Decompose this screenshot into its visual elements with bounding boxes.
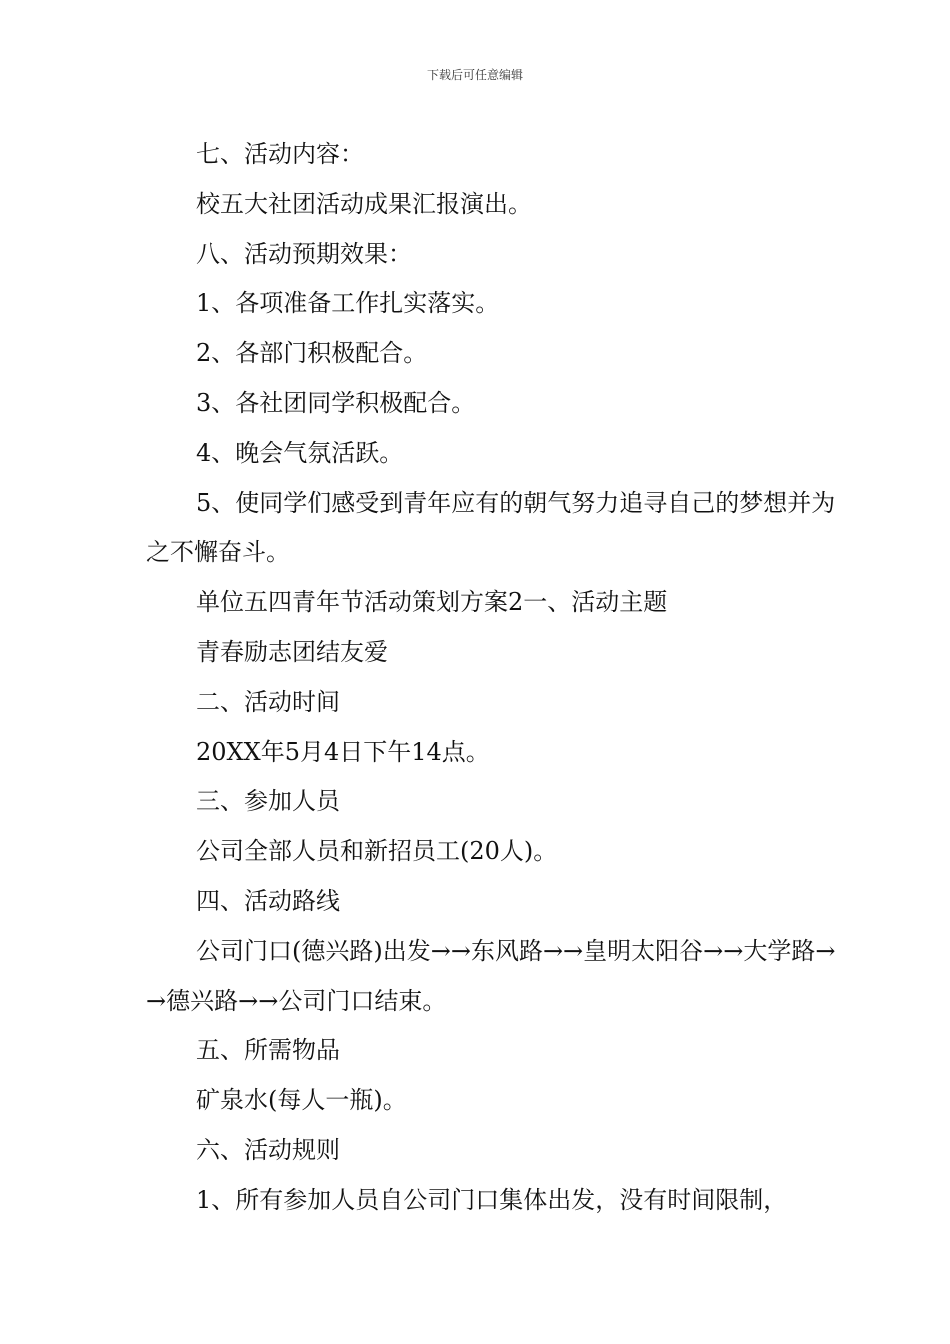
paragraph: 公司全部人员和新招员工(20人)。 [196,837,558,866]
paragraph: 矿泉水(每人一瓶)。 [196,1086,407,1115]
plan-title: 单位五四青年节活动策划方案2一、活动主题 [196,588,668,617]
list-item: 5、使同学们感受到青年应有的朝气努力追寻自己的梦想并为之不懈奋斗。 [146,488,836,567]
section-heading-rules: 六、活动规则 [196,1135,340,1164]
list-item: 4、晚会气氛活跃。 [196,438,404,467]
section-heading-route: 四、活动路线 [196,886,340,915]
section-heading-content: 七、活动内容： [196,140,364,168]
paragraph: 公司门口(德兴路)出发→→东风路→→皇明太阳谷→→大学路→→德兴路→→公司门口结束。 [146,936,836,1015]
section-heading-supplies: 五、所需物品 [196,1036,340,1065]
document-body [146,130,836,1226]
list-item: 1、所有参加人员自公司门口集体出发，没有时间限制， [196,1185,788,1214]
paragraph: 校五大社团活动成果汇报演出。 [196,189,532,218]
section-heading-effect: 八、活动预期效果： [196,239,412,268]
paragraph: 20XX年5月4日下午14点。 [196,737,490,766]
paragraph: 青春励志团结友爱 [196,637,388,666]
list-item: 3、各社团同学积极配合。 [196,388,476,417]
section-heading-participants: 三、参加人员 [196,787,340,816]
list-item: 2、各部门积极配合。 [196,339,428,368]
section-heading-time: 二、活动时间 [196,687,340,716]
list-item: 1、各项准备工作扎实落实。 [196,289,500,318]
page-header: 下载后可任意编辑 [426,68,523,82]
